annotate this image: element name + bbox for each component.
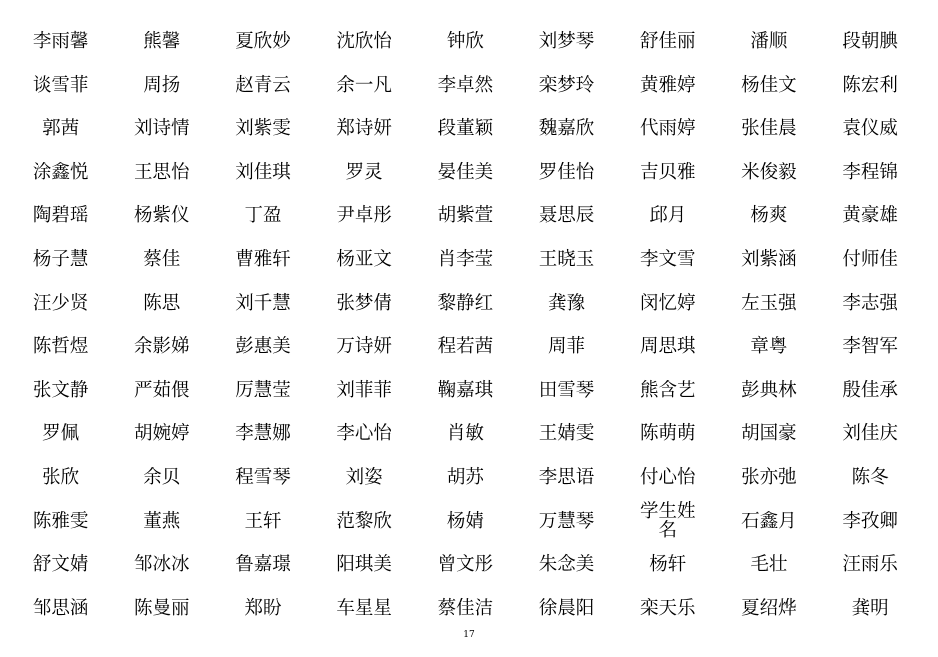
name-cell: 邹冰冰 xyxy=(134,554,190,576)
name-cell: 黎静红 xyxy=(437,292,494,314)
name-cell: 陈雅雯 xyxy=(32,510,89,532)
name-cell: 杨婧 xyxy=(446,510,484,532)
name-cell: 张文静 xyxy=(32,379,89,401)
name-cell: 张欣 xyxy=(42,467,80,489)
name-cell: 袁仪威 xyxy=(842,118,898,140)
name-cell: 胡婉婷 xyxy=(134,423,190,445)
name-cell: 邹思涵 xyxy=(32,597,89,619)
name-cell: 涂鑫悦 xyxy=(32,161,89,183)
name-cell: 夏绍烨 xyxy=(741,597,797,619)
name-cell: 龚明 xyxy=(851,597,889,619)
name-cell: 罗灵 xyxy=(345,161,383,183)
name-cell: 郭茜 xyxy=(42,118,80,140)
name-cell: 李志强 xyxy=(842,292,898,314)
name-cell: 陈萌萌 xyxy=(639,423,696,445)
name-cell: 闵忆婷 xyxy=(639,292,696,314)
student-name-grid xyxy=(10,20,920,630)
name-cell: 杨轩 xyxy=(649,554,687,576)
name-cell: 晏佳美 xyxy=(437,161,494,183)
name-cell: 王思怡 xyxy=(134,161,190,183)
name-cell: 段董颖 xyxy=(437,118,494,140)
name-cell: 车星星 xyxy=(336,597,392,619)
name-cell: 栾天乐 xyxy=(639,597,696,619)
name-cell: 郑盼 xyxy=(244,597,282,619)
name-cell: 杨紫仪 xyxy=(134,205,190,227)
name-cell: 余影娣 xyxy=(134,336,190,358)
name-cell: 万慧琴 xyxy=(538,510,595,532)
name-cell: 谈雪菲 xyxy=(32,74,89,96)
name-cell: 万诗妍 xyxy=(336,336,392,358)
name-cell: 张亦弛 xyxy=(741,467,797,489)
name-cell: 徐晨阳 xyxy=(538,597,595,619)
name-cell: 丁盈 xyxy=(244,205,282,227)
name-cell: 熊馨 xyxy=(143,31,181,53)
name-cell: 阳琪美 xyxy=(336,554,392,576)
name-cell: 李智军 xyxy=(842,336,898,358)
name-cell: 刘菲菲 xyxy=(336,379,392,401)
name-cell: 彭典林 xyxy=(741,379,797,401)
name-cell: 李程锦 xyxy=(842,161,898,183)
name-cell: 蔡佳 xyxy=(143,249,181,271)
name-cell: 周扬 xyxy=(143,74,181,96)
name-cell: 李卓然 xyxy=(437,74,494,96)
name-cell: 田雪琴 xyxy=(538,379,595,401)
name-cell: 汪少贤 xyxy=(32,292,89,314)
name-cell: 刘佳庆 xyxy=(842,423,898,445)
name-cell: 陈思 xyxy=(143,292,181,314)
name-cell: 尹卓彤 xyxy=(336,205,392,227)
name-cell: 李孜卿 xyxy=(842,510,898,532)
name-cell: 钟欣 xyxy=(446,31,484,53)
name-cell: 赵青云 xyxy=(235,74,291,96)
name-cell: 曾文彤 xyxy=(437,554,494,576)
name-cell: 刘姿 xyxy=(345,467,383,489)
name-cell: 李思语 xyxy=(538,467,595,489)
name-cell: 付心怡 xyxy=(639,467,696,489)
name-cell: 刘诗情 xyxy=(134,118,190,140)
name-cell: 胡紫萱 xyxy=(437,205,494,227)
name-cell: 罗佳怡 xyxy=(538,161,595,183)
name-cell: 吉贝雅 xyxy=(639,161,696,183)
name-cell: 肖李莹 xyxy=(437,249,494,271)
name-cell: 陈宏利 xyxy=(842,74,898,96)
name-cell: 聂思辰 xyxy=(538,205,595,227)
name-cell: 潘顺 xyxy=(750,31,788,53)
name-cell: 程雪琴 xyxy=(235,467,291,489)
name-cell: 栾梦玲 xyxy=(538,74,595,96)
name-cell: 魏嘉欣 xyxy=(538,118,595,140)
name-cell: 黄雅婷 xyxy=(639,74,696,96)
name-cell: 熊含艺 xyxy=(639,379,696,401)
name-cell: 付师佳 xyxy=(842,249,898,271)
name-cell: 李文雪 xyxy=(639,249,696,271)
name-cell: 段朝腆 xyxy=(842,31,898,53)
name-cell: 彭惠美 xyxy=(235,336,291,358)
name-cell: 余贝 xyxy=(143,467,181,489)
name-cell: 王晓玉 xyxy=(538,249,595,271)
name-cell: 舒佳丽 xyxy=(639,31,696,53)
name-cell: 米俊毅 xyxy=(741,161,797,183)
name-cell: 刘紫涵 xyxy=(741,249,797,271)
name-cell: 刘佳琪 xyxy=(235,161,291,183)
name-cell: 鞠嘉琪 xyxy=(437,379,494,401)
name-cell: 王婧雯 xyxy=(538,423,595,445)
name-cell: 张梦倩 xyxy=(336,292,392,314)
name-cell: 郑诗妍 xyxy=(336,118,392,140)
name-cell: 曹雅轩 xyxy=(235,249,291,271)
name-cell: 陈哲煜 xyxy=(32,336,89,358)
name-cell: 石鑫月 xyxy=(741,510,797,532)
name-cell: 程若茜 xyxy=(437,336,494,358)
name-cell: 李心怡 xyxy=(336,423,392,445)
name-cell: 余一凡 xyxy=(336,74,392,96)
name-cell: 左玉强 xyxy=(741,292,797,314)
name-cell: 陶碧瑶 xyxy=(32,205,89,227)
name-cell: 龚豫 xyxy=(548,292,586,314)
name-cell: 朱念美 xyxy=(538,554,595,576)
name-cell: 章粤 xyxy=(750,336,788,358)
name-cell: 李慧娜 xyxy=(235,423,291,445)
name-cell: 杨爽 xyxy=(750,205,788,227)
name-cell: 鲁嘉璟 xyxy=(235,554,291,576)
name-cell: 夏欣妙 xyxy=(235,31,291,53)
name-cell: 陈曼丽 xyxy=(134,597,190,619)
name-cell: 刘梦琴 xyxy=(538,31,595,53)
name-cell: 杨亚文 xyxy=(336,249,392,271)
name-cell: 胡苏 xyxy=(446,467,484,489)
name-cell: 毛壮 xyxy=(750,554,788,576)
name-cell: 沈欣怡 xyxy=(336,31,392,53)
name-cell: 杨佳文 xyxy=(741,74,797,96)
name-cell: 刘紫雯 xyxy=(235,118,291,140)
name-cell: 厉慧莹 xyxy=(235,379,291,401)
name-cell: 舒文婧 xyxy=(32,554,89,576)
name-cell: 胡国豪 xyxy=(741,423,797,445)
name-cell: 学生姓名 xyxy=(639,500,696,541)
name-cell: 罗佩 xyxy=(42,423,80,445)
name-cell: 杨子慧 xyxy=(32,249,89,271)
name-cell: 陈冬 xyxy=(851,467,889,489)
name-cell: 汪雨乐 xyxy=(842,554,898,576)
name-cell: 殷佳承 xyxy=(842,379,898,401)
name-cell: 刘千慧 xyxy=(235,292,291,314)
name-cell: 严茹偎 xyxy=(134,379,190,401)
name-cell: 周思琪 xyxy=(639,336,696,358)
name-cell: 王轩 xyxy=(244,510,282,532)
name-cell: 张佳晨 xyxy=(741,118,797,140)
name-cell: 黄豪雄 xyxy=(842,205,898,227)
name-cell: 李雨馨 xyxy=(32,31,89,53)
name-cell: 肖敏 xyxy=(446,423,484,445)
page-number: 17 xyxy=(463,630,475,640)
name-cell: 邱月 xyxy=(649,205,687,227)
name-cell: 董燕 xyxy=(143,510,181,532)
name-cell: 代雨婷 xyxy=(639,118,696,140)
name-cell: 周菲 xyxy=(548,336,586,358)
name-cell: 蔡佳洁 xyxy=(437,597,494,619)
name-cell: 范黎欣 xyxy=(336,510,392,532)
